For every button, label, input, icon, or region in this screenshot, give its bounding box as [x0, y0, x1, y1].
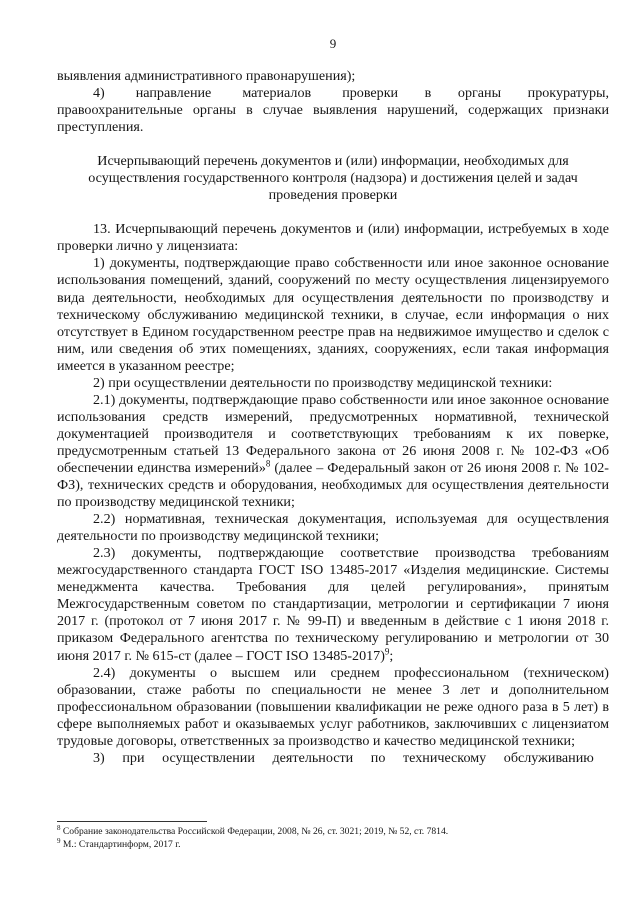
- list-item-2-1: [57, 392, 609, 511]
- footnote-8-mark: 8: [57, 823, 61, 832]
- list-item-3: 3) при осуществлении деятельности по техническому обслуживанию: [93, 749, 594, 766]
- list-item-2-1-text-a: 2.1) документы, подтверждающие право собственности или иное законное основание использования средств измерений, предусмотренных нормативной, технической документацией производителя и соответствующих требованиям к их поверке, предусмотренным статьей 13 Федерального закона от 26 июня 2008 г. № 102-ФЗ «Об обеспечении единства измерений»: [57, 391, 609, 476]
- list-item-2: 2) при осуществлении деятельности по производству медицинской техники:: [93, 374, 553, 391]
- paragraph-item-4: 4) направление материалов проверки в органы прокуратуры, правоохранительные органы в случае выявления нарушений, содержащих признаки преступления.: [57, 85, 609, 136]
- paragraph-violation-detection: выявления административного правонарушения);: [57, 68, 356, 84]
- section-heading-line-3: проведения проверки: [268, 187, 398, 204]
- footnotes: [57, 821, 609, 851]
- list-item-1: 1) документы, подтверждающие право собственности или иное законное основание использования помещений, зданий, сооружений по месту осуществления лицензируемого вида деятельности, необходимых для осуществления деятельности по производству и техническому обслуживанию медицинской техники, в случае, если информация о них отсутствует в Едином государственном реестре прав на недвижимое имущество и сделок с ним, или сведения об этих помещениях, зданиях, сооружениях, если такая информация имеется в указанном реестре;: [57, 255, 609, 374]
- list-item-2-4: 2.4) документы о высшем или среднем профессиональном (техническом) образовании, стаже работы по специальности не менее 3 лет и дополнительном профессиональном образовании (повышении квалификации не реже одного раза в 5 лет) в сфере выполняемых работ и оказываемых услуг работников, заключивших с лицензиатом трудовые договоры, ответственных за производство и качество медицинской техники;: [57, 664, 609, 749]
- list-item-2-1-text-b: (далее – Федеральный закон от 26 июня 2008 г. № 102-ФЗ), технических средств и оборудования, необходимых для осуществления деятельности по производству медицинской техники;: [57, 459, 609, 511]
- list-item-2-3-text-b: ;: [389, 647, 394, 664]
- footnote-ref-9: 9: [384, 645, 390, 656]
- footnote-8-text: Собрание законодательства Российской Федерации, 2008, № 26, ст. 3021; 2019, № 52, ст. 7814.: [60, 826, 449, 837]
- page-number: 9: [329, 36, 337, 51]
- paragraph-13: 13. Исчерпывающий перечень документов и (или) информации, истребуемых в ходе проверки лично у лицензиата:: [57, 221, 609, 255]
- footnote-ref-8: 8: [265, 458, 271, 469]
- list-item-2-3: [57, 545, 609, 664]
- section-heading-line-1: Исчерпывающий перечень документов и (или) информации, необходимых для: [97, 153, 569, 170]
- section-heading: [57, 153, 609, 204]
- footnote-9-text: М.: Стандартинформ, 2017 г.: [60, 839, 181, 850]
- footnote-9-mark: 9: [57, 836, 61, 845]
- list-item-2-2: 2.2) нормативная, техническая документация, используемая для осуществления деятельности по производству медицинской техники;: [57, 511, 609, 545]
- footnote-8: [57, 825, 609, 838]
- footnote-9: [57, 838, 609, 851]
- list-item-2-3-text-a: 2.3) документы, подтверждающие соответствие производства требованиям межгосударственного стандарта ГОСТ ISO 13485-2017 «Изделия медицинские. Системы менеджмента качества. Требования для целей регулирования», принятым Межгосударственным советом по стандартизации, метрологии и сертификации 7 июня 2017 г. (протокол от 7 июня 2017 г. № 99-П) и введенным в действие с 1 июня 2018 г. приказом Федерального агентства по техническому регулированию и метрологии от 30 июня 2017 г. № 615-ст (далее – ГОСТ ISO 13485-2017): [57, 545, 609, 664]
- section-heading-line-2: осуществления государственного контроля (надзора) и достижения целей и задач: [88, 170, 578, 187]
- footnote-divider: [57, 821, 207, 822]
